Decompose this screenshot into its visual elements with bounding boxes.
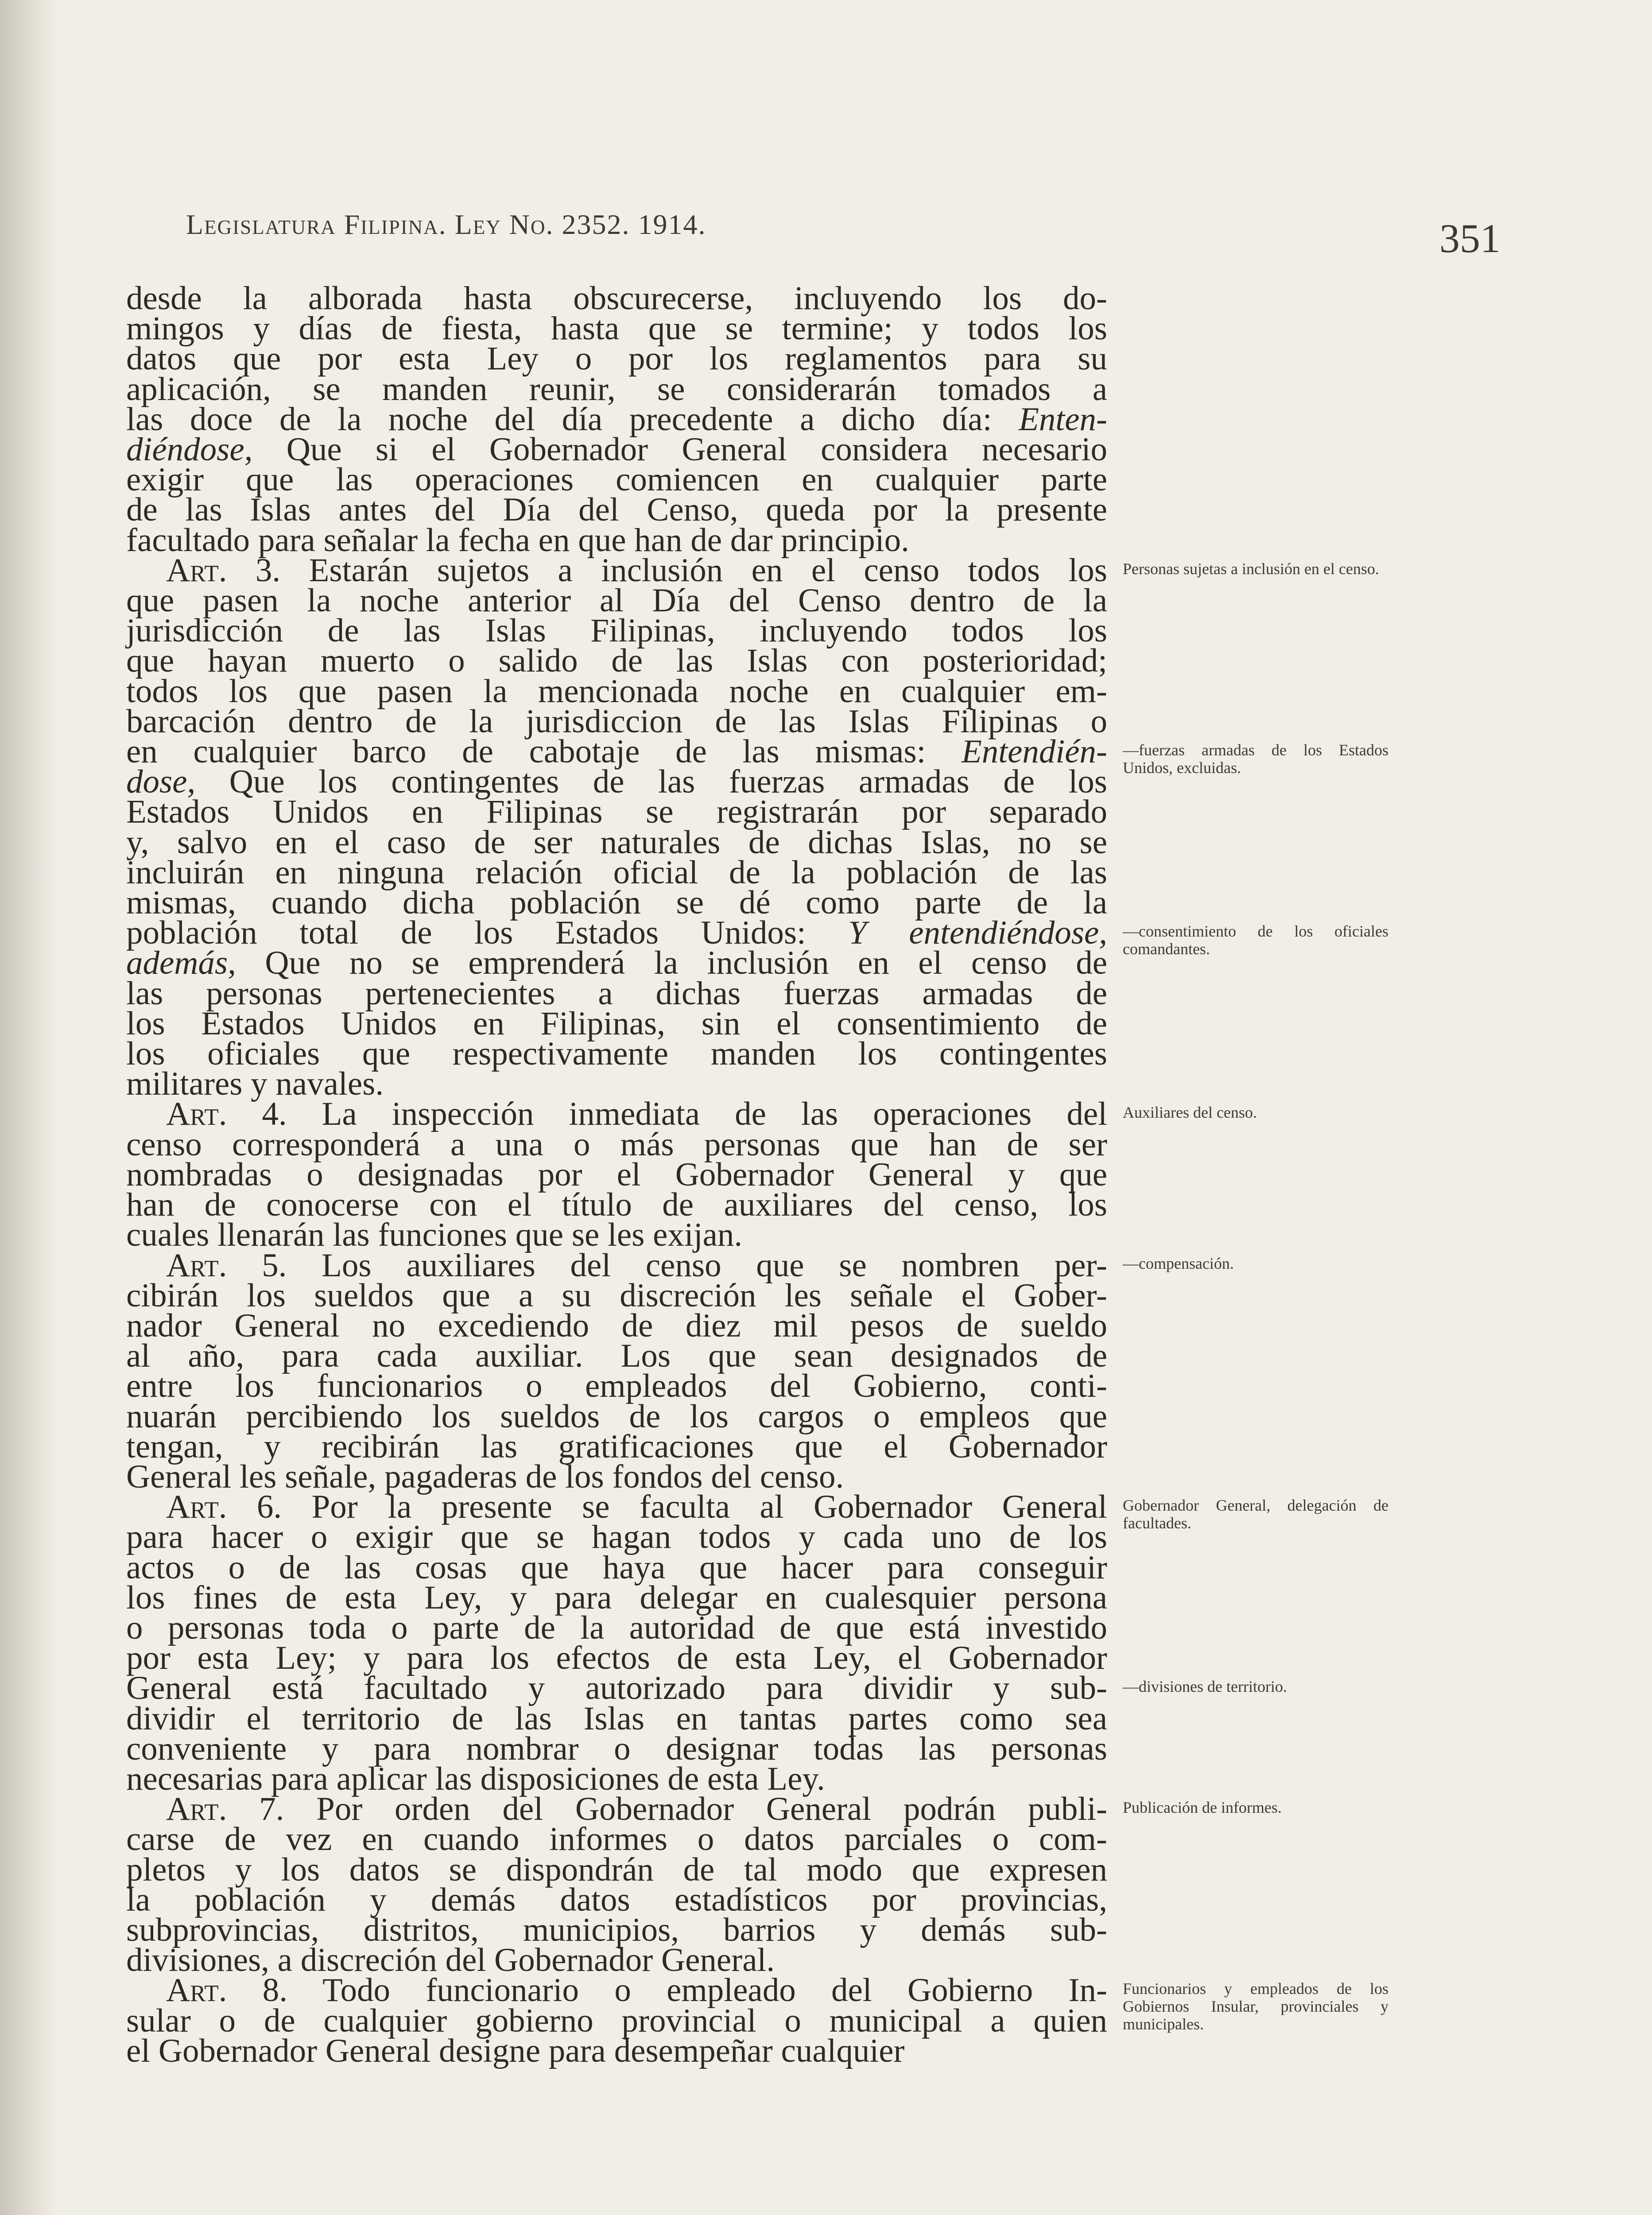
law-body-text — [126, 280, 1107, 2069]
margin-note: —compensación. — [1123, 1255, 1234, 1273]
text-line — [126, 1549, 1107, 1586]
text-line — [126, 703, 1107, 740]
line-text: General les señale, pagaderas de los fondos del censo. — [126, 1458, 844, 1495]
text-line — [126, 1247, 1107, 1284]
line-text: Que los contingentes de las fuerzas armadas de los — [195, 763, 1107, 801]
margin-note: —consentimiento de los oficiales comandantes. — [1123, 922, 1388, 958]
line-text: nador General no excediendo de diez mil pesos de sueldo — [126, 1307, 1107, 1344]
text-line — [126, 1337, 1107, 1375]
text-line — [126, 1065, 1107, 1103]
text-line — [126, 1035, 1107, 1073]
line-text: tengan, y recibirán las gratificaciones que el Gobernador — [126, 1428, 1107, 1465]
margin-note: Gobernador General, delegación de facultades. — [1123, 1496, 1388, 1532]
article-label: Art. 4. — [166, 1096, 287, 1133]
line-text: necesarias para aplicar las disposiciones de esta Ley. — [126, 1760, 825, 1797]
article-label: Art. 6. — [166, 1488, 282, 1526]
line-text: las personas pertenecientes a dichas fuerzas armadas de — [126, 975, 1107, 1012]
line-text: en cualquier barco de cabotaje de las mismas: — [126, 733, 962, 770]
line-text: de las Islas antes del Día del Censo, queda por la presente — [126, 491, 1107, 528]
line-text: pletos y los datos se dispondrán de tal modo que expresen — [126, 1851, 1107, 1888]
line-text: datos que por esta Ley o por los reglamentos para su — [126, 340, 1107, 377]
line-text: divisiones, a discreción del Gobernador General. — [126, 1942, 775, 1979]
margin-note: Funcionarios y empleados de los Gobiernos Insular, provinciales y municipales. — [1123, 1980, 1388, 2033]
line-text: desde la alborada hasta obscurecerse, incluyendo los do- — [126, 280, 1107, 317]
text-line — [126, 672, 1107, 710]
text-line — [126, 461, 1107, 498]
line-text: los fines de esta Ley, y para delegar en cualesquier persona — [126, 1579, 1107, 1616]
text-line — [126, 1760, 1107, 1797]
text-line — [126, 1579, 1107, 1616]
line-text: que pasen la noche anterior al Día del Censo dentro de la — [126, 582, 1107, 619]
line-text: cuales llenarán las funciones que se les exijan. — [126, 1216, 743, 1254]
text-line — [126, 1398, 1107, 1435]
line-text: la población y demás datos estadísticos por provincias, — [126, 1881, 1107, 1918]
line-text: dividir el territorio de las Islas en tantas partes como sea — [126, 1700, 1107, 1737]
line-text: conveniente y para nombrar o designar todas las personas — [126, 1730, 1107, 1767]
line-text: nuarán percibiendo los sueldos de los cargos o empleos que — [126, 1398, 1107, 1435]
text-line — [126, 1096, 1107, 1133]
running-head-text: Legislatura Filipina. Ley No. 2352. 1914. — [186, 209, 706, 240]
text-line — [126, 1700, 1107, 1737]
line-text: los oficiales que respectivamente manden los contingentes — [126, 1035, 1107, 1073]
line-text: nombradas o designadas por el Gobernador General y que — [126, 1156, 1107, 1193]
text-line — [126, 1519, 1107, 1556]
line-text: aplicación, se manden reunir, se considerarán tomados a — [126, 370, 1107, 408]
text-line — [126, 642, 1107, 680]
text-line — [126, 491, 1107, 528]
text-line — [126, 1609, 1107, 1646]
line-text: facultado para señalar la fecha en que han de dar principio. — [126, 521, 909, 559]
book-spine-shadow — [0, 0, 58, 2215]
line-text: y, salvo en el caso de ser naturales de dichas Islas, no se — [126, 824, 1107, 861]
line-text: mismas, cuando dicha población se dé como parte de la — [126, 884, 1107, 921]
text-line — [126, 975, 1107, 1012]
margin-note: —fuerzas armadas de los Estados Unidos, excluidas. — [1123, 741, 1388, 777]
line-text: Que no se emprenderá la inclusión en el censo de — [236, 944, 1107, 982]
text-line — [126, 340, 1107, 377]
text-line — [126, 854, 1107, 891]
line-text: el Gobernador General designe para desempeñar cualquier — [126, 2032, 905, 2069]
line-text: Que si el Gobernador General considera necesario — [252, 431, 1107, 468]
italic-text: diéndose, — [126, 431, 253, 468]
line-text: incluirán en ninguna relación oficial de la población de las — [126, 854, 1107, 891]
margin-note: Auxiliares del censo. — [1123, 1104, 1257, 1122]
margin-note: Publicación de informes. — [1123, 1799, 1282, 1816]
line-text: exigir que las operaciones comiencen en cualquier parte — [126, 461, 1107, 498]
line-text: militares y navales. — [126, 1065, 384, 1103]
line-text: los Estados Unidos en Filipinas, sin el consentimiento de — [126, 1005, 1107, 1042]
text-line — [126, 884, 1107, 921]
text-line — [126, 1821, 1107, 1858]
text-line — [126, 1881, 1107, 1918]
line-text: al año, para cada auxiliar. Los que sean designados de — [126, 1337, 1107, 1375]
text-line — [126, 1005, 1107, 1042]
italic-text: Enten- — [1019, 400, 1107, 438]
line-text: General está facultado y autorizado para dividir y sub- — [126, 1670, 1107, 1707]
line-text: entre los funcionarios o empleados del Gobierno, conti- — [126, 1368, 1107, 1405]
text-line — [126, 944, 1107, 982]
text-line — [126, 1156, 1107, 1193]
article-label: Art. 5. — [166, 1247, 287, 1284]
text-line — [126, 280, 1107, 317]
line-text: Por la presente se faculta al Gobernador General — [282, 1488, 1107, 1526]
article-label: Art. 3. — [166, 552, 281, 589]
line-text: actos o de las cosas que haya que hacer para conseguir — [126, 1549, 1107, 1586]
text-line — [126, 1640, 1107, 1677]
line-text: censo corresponderá a una o más personas que han de ser — [126, 1126, 1107, 1163]
margin-note: —divisiones de territorio. — [1123, 1678, 1287, 1696]
line-text: Estados Unidos en Filipinas se registrarán por separado — [126, 793, 1107, 831]
text-line — [126, 310, 1107, 347]
text-line — [126, 914, 1107, 952]
text-line — [126, 431, 1107, 468]
line-text: mingos y días de fiesta, hasta que se termine; y todos los — [126, 310, 1107, 347]
text-line — [126, 733, 1107, 770]
text-line — [126, 2032, 1107, 2069]
text-line — [126, 400, 1107, 438]
text-line — [126, 1307, 1107, 1344]
text-line — [126, 824, 1107, 861]
text-line — [126, 612, 1107, 649]
article-label: Art. 7. — [166, 1791, 284, 1828]
text-line — [126, 1126, 1107, 1163]
line-text: cibirán los sueldos que a su discreción les señale el Gober- — [126, 1277, 1107, 1314]
line-text: La inspección inmediata de las operaciones del — [287, 1096, 1107, 1133]
line-text: para hacer o exigir que se hagan todos y cada uno de los — [126, 1519, 1107, 1556]
line-text: sular o de cualquier gobierno provincial o municipal a quien — [126, 2002, 1107, 2039]
line-text: por esta Ley; y para los efectos de esta Ley, el Gobernador — [126, 1640, 1107, 1677]
text-line — [126, 793, 1107, 831]
line-text: Estarán sujetos a inclusión en el censo todos los — [280, 552, 1107, 589]
line-text: han de conocerse con el título de auxiliares del censo, los — [126, 1186, 1107, 1224]
text-line — [126, 1458, 1107, 1495]
text-line — [126, 1368, 1107, 1405]
line-text: que hayan muerto o salido de las Islas con posterioridad; — [126, 642, 1107, 680]
text-line — [126, 763, 1107, 801]
running-head — [186, 208, 1072, 241]
italic-text: dose, — [126, 763, 196, 801]
text-line — [126, 1730, 1107, 1767]
text-line — [126, 2002, 1107, 2039]
text-line — [126, 1791, 1107, 1828]
text-line — [126, 1428, 1107, 1465]
text-line — [126, 1972, 1107, 2009]
line-text: Por orden del Gobernador General podrán publi- — [284, 1791, 1107, 1828]
text-line — [126, 1216, 1107, 1254]
italic-text: además, — [126, 944, 236, 982]
italic-text: Y entendiéndose, — [848, 914, 1107, 952]
text-line — [126, 582, 1107, 619]
line-text: todos los que pasen la mencionada noche en cualquier em- — [126, 672, 1107, 710]
line-text: jurisdicción de las Islas Filipinas, incluyendo todos los — [126, 612, 1107, 649]
line-text: las doce de la noche del día precedente a dicho día: — [126, 400, 1019, 438]
page-number: 351 — [1439, 216, 1501, 261]
margin-note: Personas sujetas a inclusión en el censo. — [1123, 560, 1379, 578]
text-line — [126, 1277, 1107, 1314]
text-line — [126, 1488, 1107, 1526]
italic-text: Entendién- — [961, 733, 1107, 770]
line-text: Los auxiliares del censo que se nombren per- — [287, 1247, 1107, 1284]
line-text: Todo funcionario o empleado del Gobierno In- — [287, 1972, 1107, 2009]
line-text: o personas toda o parte de la autoridad de que está investido — [126, 1609, 1107, 1646]
line-text: población total de los Estados Unidos: — [126, 914, 849, 952]
line-text: carse de vez en cuando informes o datos parciales o com- — [126, 1821, 1107, 1858]
text-line — [126, 1670, 1107, 1707]
text-line — [126, 521, 1107, 559]
line-text: subprovincias, distritos, municipios, barrios y demás sub- — [126, 1911, 1107, 1948]
text-line — [126, 1942, 1107, 1979]
line-text: barcación dentro de la jurisdiccion de las Islas Filipinas o — [126, 703, 1107, 740]
text-line — [126, 1186, 1107, 1224]
text-line — [126, 1851, 1107, 1888]
article-label: Art. 8. — [166, 1972, 288, 2009]
text-line — [126, 552, 1107, 589]
text-line — [126, 370, 1107, 408]
text-line — [126, 1911, 1107, 1948]
